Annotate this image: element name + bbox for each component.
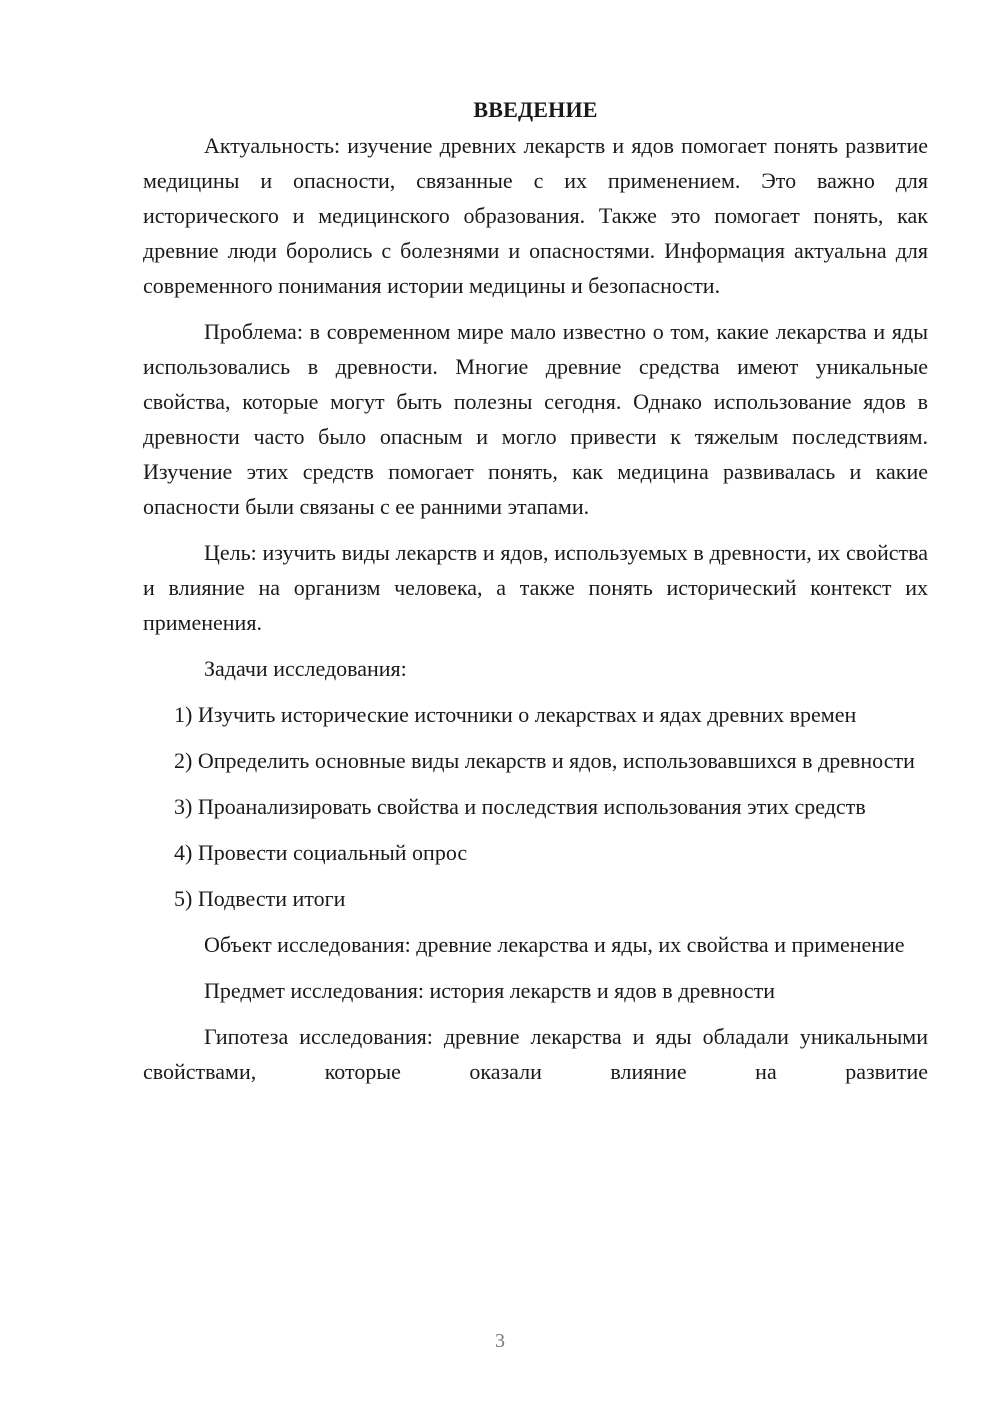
problem-paragraph: Проблема: в современном мире мало известно о том, какие лекарства и яды использовались в древности. Многие древние средства имеют уникальные свойства, которые могут быть полезны сегодня. Однако использование ядов в древности часто было опасным и могло привести к тяжелым последствиям. Изучение этих средств помогает понять, как медицина развивалась и какие опасности были связаны с ее ранними этапами.: [143, 319, 928, 519]
relevance-paragraph: Актуальность: изучение древних лекарств и ядов помогает понять развитие медицины и опасности, связанные с их применением. Это важно для исторического и медицинского образования. Также это помогает понять, как древние люди боролись с болезнями и опасностями. Информация актуальна для современного понимания истории медицины и безопасности.: [143, 133, 928, 298]
task-item: 3) Проанализировать свойства и последствия использования этих средств: [174, 794, 866, 819]
tasks-heading: Задачи исследования:: [204, 656, 407, 681]
task-item: 2) Определить основные виды лекарств и ядов, использовавшихся в древности: [174, 748, 915, 773]
task-item: 4) Провести социальный опрос: [174, 840, 468, 865]
document-page: [143, 92, 928, 1100]
goal-paragraph: Цель: изучить виды лекарств и ядов, используемых в древности, их свойства и влияние на организм человека, а также понять исторический контекст их применения.: [143, 540, 928, 635]
hypothesis-paragraph: Гипотеза исследования: древние лекарства и яды обладали уникальными свойствами, которые оказали влияние на развитие: [143, 1024, 928, 1084]
page-number: 3: [495, 1330, 505, 1352]
section-heading: ВВЕДЕНИЕ: [473, 97, 598, 122]
task-item: 5) Подвести итоги: [174, 886, 346, 911]
task-item: 1) Изучить исторические источники о лекарствах и ядах древних времен: [174, 702, 857, 727]
subject-paragraph: Предмет исследования: история лекарств и ядов в древности: [204, 978, 776, 1003]
object-paragraph: Объект исследования: древние лекарства и яды, их свойства и применение: [204, 932, 905, 957]
